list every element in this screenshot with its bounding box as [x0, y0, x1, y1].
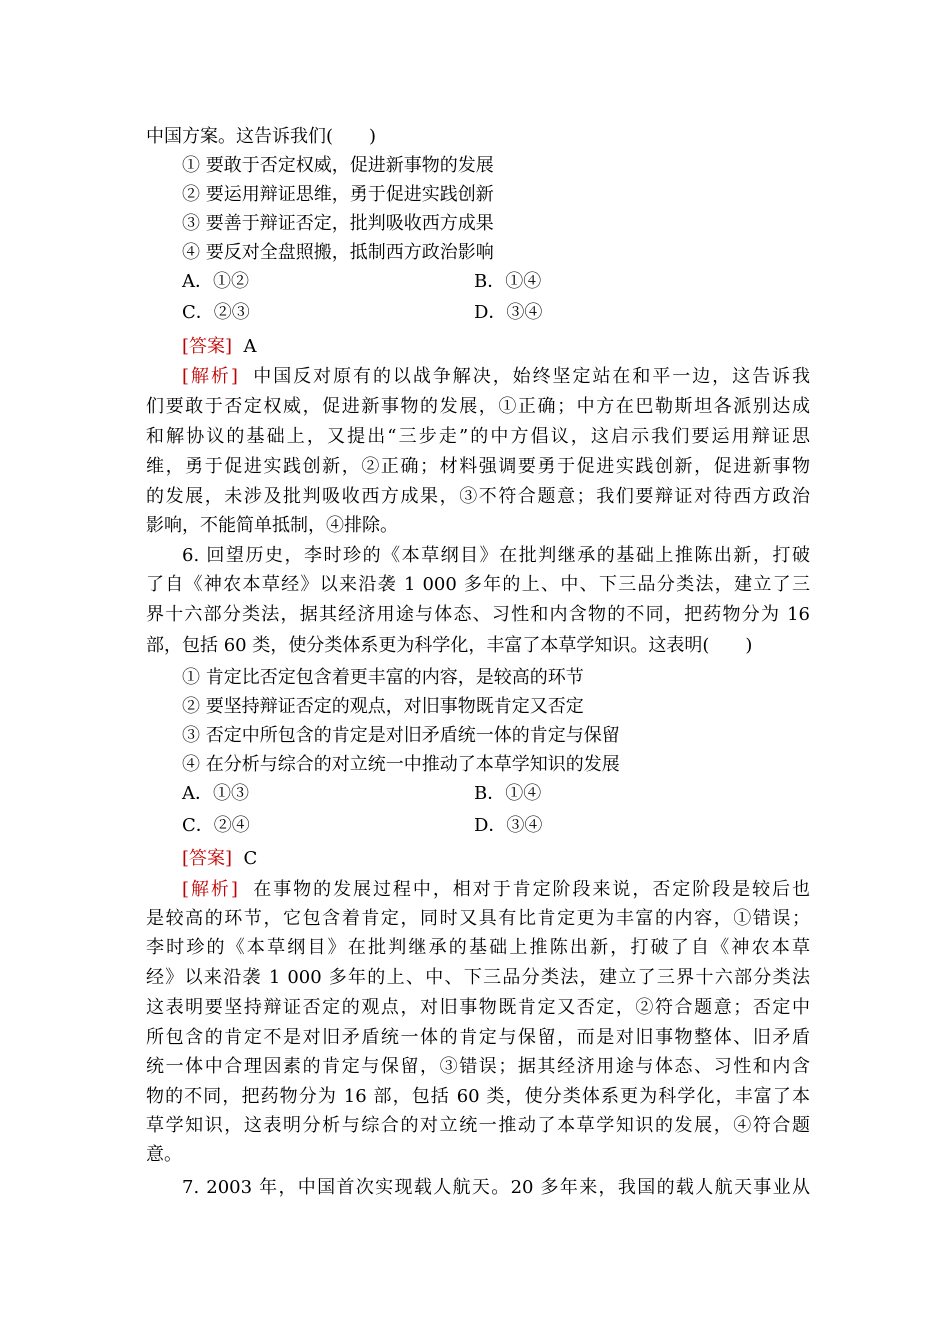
q6-options-row-1 [182, 779, 810, 808]
q5-option-a: A．①② [182, 271, 249, 292]
q6-stem-line-2: 了自《神农本草经》以来沿袭 1 000 多年的上、中、下三品分类法，建立了三 [146, 574, 810, 595]
q5-analysis-line-4: 维，勇于促进实践创新，②正确；材料强调要勇于促进实践创新，促进新事物 [146, 456, 810, 477]
analysis-text: 中国反对原有的以战争解决，始终坚定站在和平一边，这告诉我 [253, 366, 810, 387]
q5-analysis-line-6: 影响，不能简单抵制，④排除。 [146, 515, 398, 536]
q6-option-b: B．①④ [474, 783, 542, 804]
q7-stem-line-1: 7. 2003 年，中国首次实现载人航天。20 多年来，我国的载人航天事业从 [182, 1177, 810, 1198]
answer-value: C [243, 848, 258, 869]
q6-analysis-line-6: 所包含的肯定不是对旧矛盾统一体的肯定与保留，而是对旧事物整体、旧矛盾 [146, 1027, 810, 1048]
q6-statement-3: ③ 否定中所包含的肯定是对旧矛盾统一体的肯定与保留 [182, 725, 620, 746]
analysis-tag: [解析] [182, 366, 238, 387]
q6-stem-line-3: 界十六部分类法，据其经济用途与体态、习性和内含物的不同，把药物分为 16 [146, 604, 810, 625]
q6-stem-line-1: 6. 回望历史，李时珍的《本草纲目》在批判继承的基础上推陈出新，打破 [182, 545, 810, 566]
q6-analysis-line-2: 是较高的环节，它包含着肯定，同时又具有比肯定更为丰富的内容，①错误； [146, 908, 810, 929]
q6-option-c: C．②④ [182, 815, 250, 836]
analysis-text: 在事物的发展过程中，相对于肯定阶段来说，否定阶段是较后也 [253, 879, 810, 900]
q5-statement-3: ③ 要善于辩证否定，批判吸收西方成果 [182, 213, 494, 234]
q5-options-row-2 [182, 298, 810, 327]
q5-option-d: D．③④ [474, 302, 543, 323]
q6-analysis-line-1 [182, 875, 810, 904]
q6-analysis-line-10: 意。 [146, 1144, 182, 1165]
q5-statement-4: ④ 要反对全盘照搬，抵制西方政治影响 [182, 242, 494, 263]
q6-analysis-line-3: 李时珍的《本草纲目》在批判继承的基础上推陈出新，打破了自《神农本草 [146, 937, 810, 958]
q5-analysis-line-2: 们要敢于否定权威，促进新事物的发展，①正确；中方在巴勒斯坦各派别达成 [146, 396, 810, 417]
answer-tag: [答案] [182, 336, 233, 357]
q6-option-d: D．③④ [474, 815, 543, 836]
q6-statement-1: ① 肯定比否定包含着更丰富的内容，是较高的环节 [182, 667, 584, 688]
q5-stem-tail: 中国方案。这告诉我们( ) [146, 126, 377, 147]
q5-statement-2: ② 要运用辩证思维，勇于促进实践创新 [182, 184, 494, 205]
q6-statement-4: ④ 在分析与综合的对立统一中推动了本草学知识的发展 [182, 754, 620, 775]
q6-analysis-line-5: 这表明要坚持辩证否定的观点，对旧事物既肯定又否定，②符合题意；否定中 [146, 997, 810, 1018]
q5-options-row-1 [182, 267, 810, 296]
q5-analysis-line-3: 和解协议的基础上，又提出“三步走”的中方倡议，这启示我们要运用辩证思 [146, 426, 810, 447]
q6-stem-line-4: 部，包括 60 类，使分类体系更为科学化，丰富了本草学知识。这表明( ) [146, 635, 753, 656]
q6-analysis-line-8: 物的不同，把药物分为 16 部，包括 60 类，使分类体系更为科学化，丰富了本 [146, 1086, 810, 1107]
q5-analysis-line-1 [182, 362, 810, 391]
answer-value: A [243, 336, 257, 357]
q5-analysis-line-5: 的发展，未涉及批判吸收西方成果，③不符合题意；我们要辩证对待西方政治 [146, 486, 810, 507]
q6-analysis-line-4: 经》以来沿袭 1 000 多年的上、中、下三品分类法，建立了三界十六部分类法 [146, 967, 810, 988]
q6-analysis-line-9: 草学知识，这表明分析与综合的对立统一推动了本草学知识的发展，④符合题 [146, 1115, 810, 1136]
q6-statement-2: ② 要坚持辩证否定的观点，对旧事物既肯定又否定 [182, 696, 584, 717]
q5-option-b: B．①④ [474, 271, 542, 292]
q6-option-a: A．①③ [182, 783, 249, 804]
q5-answer [182, 332, 810, 361]
answer-tag: [答案] [182, 848, 233, 869]
q5-option-c: C．②③ [182, 302, 250, 323]
q6-options-row-2 [182, 811, 810, 840]
q6-analysis-line-7: 统一体中合理因素的肯定与保留，③错误；据其经济用途与体态、习性和内含 [146, 1056, 810, 1077]
analysis-tag: [解析] [182, 879, 238, 900]
q5-statement-1: ① 要敢于否定权威，促进新事物的发展 [182, 155, 494, 176]
q6-answer [182, 844, 810, 873]
